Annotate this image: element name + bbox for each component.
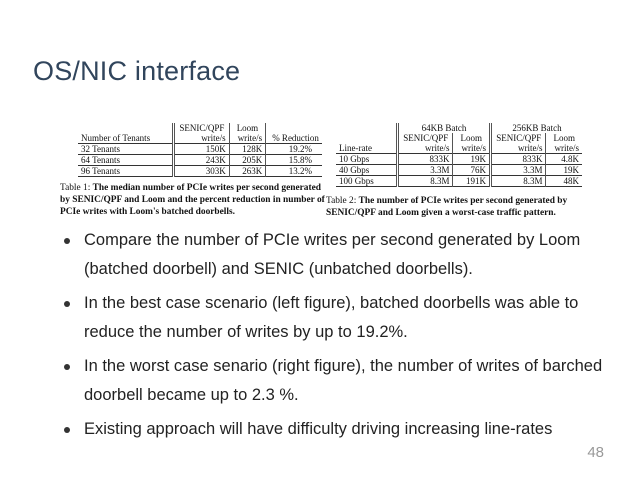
table-1-caption-label: Table 1: bbox=[60, 183, 91, 193]
table-1-header-loom-unit: write/s bbox=[229, 133, 266, 144]
table-2-cell: 8.3M bbox=[490, 176, 546, 187]
table-1-cell: 15.8% bbox=[266, 155, 322, 166]
bullet-dot-icon bbox=[64, 301, 70, 307]
table-2-cell: 3.3M bbox=[397, 165, 453, 176]
bullet-text: In the worst case senario (right figure), the number of writes of barched doorbell became up to 2.3 %. bbox=[84, 357, 603, 404]
table-1-caption-text: The median number of PCIe writes per second generated by SENIC/QPF and Loom and the percent reduction in number of PCIe writes with Loom's batched doorbells. bbox=[60, 183, 325, 217]
table-1-cell: 243K bbox=[174, 155, 230, 166]
table-1-cell: 64 Tenants bbox=[81, 155, 120, 165]
table-2-cell: 40 Gbps bbox=[339, 165, 370, 175]
table-2-cell: 833K bbox=[490, 154, 546, 165]
table-1-header-senic: SENIC/QPF bbox=[174, 123, 230, 133]
bullet-list bbox=[64, 226, 604, 449]
list-item bbox=[64, 289, 604, 347]
table-1-cell: 150K bbox=[174, 144, 230, 155]
table-1 bbox=[78, 123, 322, 177]
table-2-header-row-2 bbox=[336, 143, 582, 154]
table-2-cell: 48K bbox=[546, 176, 582, 187]
table-2-cell: 8.3M bbox=[397, 176, 453, 187]
table-1-grid bbox=[78, 123, 322, 177]
table-row bbox=[336, 154, 582, 165]
table-1-cell: 303K bbox=[174, 166, 230, 177]
table-2-caption bbox=[326, 195, 588, 219]
page-number: 48 bbox=[587, 444, 604, 461]
table-2-group-256kb: 256KB Batch bbox=[490, 123, 582, 133]
table-2-cell: 19K bbox=[546, 165, 582, 176]
table-2-caption-text: The number of PCIe writes per second generated by SENIC/QPF and Loom given a worst-case traffic pattern. bbox=[326, 196, 568, 218]
table-2-grid bbox=[336, 123, 582, 187]
table-2-header-spacer-2 bbox=[336, 133, 397, 143]
table-1-cell: 205K bbox=[229, 155, 266, 166]
table-2 bbox=[336, 123, 582, 187]
bullet-text: Compare the number of PCIe writes per second generated by Loom (batched doorbell) and SENIC (unbatched doorbells). bbox=[84, 231, 581, 278]
bullet-dot-icon bbox=[64, 427, 70, 433]
table-2-header-senic-256-unit: write/s bbox=[490, 143, 546, 154]
list-item bbox=[64, 226, 604, 284]
bullet-dot-icon bbox=[64, 364, 70, 370]
table-2-cell: 10 Gbps bbox=[339, 154, 370, 164]
table-2-header-senic-64-unit: write/s bbox=[397, 143, 453, 154]
table-1-header-row-1 bbox=[78, 123, 322, 133]
table-2-caption-label: Table 2: bbox=[326, 196, 357, 206]
table-2-cell: 100 Gbps bbox=[339, 176, 374, 186]
list-item bbox=[64, 352, 604, 410]
table-2-header-loom-64-unit: write/s bbox=[453, 143, 491, 154]
table-1-cell: 32 Tenants bbox=[81, 144, 120, 154]
table-row bbox=[78, 144, 322, 155]
table-1-header-tenants: Number of Tenants bbox=[81, 133, 151, 143]
table-2-cell: 4.8K bbox=[546, 154, 582, 165]
table-row bbox=[336, 165, 582, 176]
table-1-header-row-2 bbox=[78, 133, 322, 144]
table-2-header-senic-256: SENIC/QPF bbox=[490, 133, 546, 143]
table-1-cell: 19.2% bbox=[266, 144, 322, 155]
table-row bbox=[78, 155, 322, 166]
table-2-header-linerate: Line-rate bbox=[339, 143, 372, 153]
table-1-cell: 128K bbox=[229, 144, 266, 155]
table-2-header-senic-64: SENIC/QPF bbox=[397, 133, 453, 143]
list-item bbox=[64, 415, 604, 444]
table-2-cell: 191K bbox=[453, 176, 491, 187]
bullet-dot-icon bbox=[64, 238, 70, 244]
table-1-caption bbox=[60, 182, 325, 218]
table-2-cell: 76K bbox=[453, 165, 491, 176]
table-2-header-loom-256: Loom bbox=[546, 133, 582, 143]
table-1-cell: 263K bbox=[229, 166, 266, 177]
table-2-cell: 3.3M bbox=[490, 165, 546, 176]
table-2-header-loom-256-unit: write/s bbox=[546, 143, 582, 154]
slide-title: OS/NIC interface bbox=[33, 56, 241, 86]
table-2-cell: 833K bbox=[397, 154, 453, 165]
table-1-header-reduction: % Reduction bbox=[266, 133, 322, 144]
table-1-cell: 96 Tenants bbox=[81, 166, 120, 176]
table-1-header-spacer bbox=[78, 123, 174, 133]
table-2-header-spacer bbox=[336, 123, 397, 133]
table-row bbox=[336, 176, 582, 187]
table-2-group-row bbox=[336, 123, 582, 133]
table-row bbox=[78, 166, 322, 177]
table-1-cell: 13.2% bbox=[266, 166, 322, 177]
table-1-header-senic-unit: write/s bbox=[174, 133, 230, 144]
bullet-text: In the best case scenario (left figure), batched doorbells was able to reduce the number of writes by up to 19.2%. bbox=[84, 294, 579, 341]
table-1-header-loom: Loom bbox=[229, 123, 266, 133]
table-2-cell: 19K bbox=[453, 154, 491, 165]
table-1-header-spacer-2 bbox=[266, 123, 322, 133]
table-2-header-row-1 bbox=[336, 133, 582, 143]
table-2-group-64kb: 64KB Batch bbox=[397, 123, 490, 133]
bullet-text: Existing approach will have difficulty driving increasing line-rates bbox=[84, 420, 553, 438]
table-2-header-loom-64: Loom bbox=[453, 133, 491, 143]
